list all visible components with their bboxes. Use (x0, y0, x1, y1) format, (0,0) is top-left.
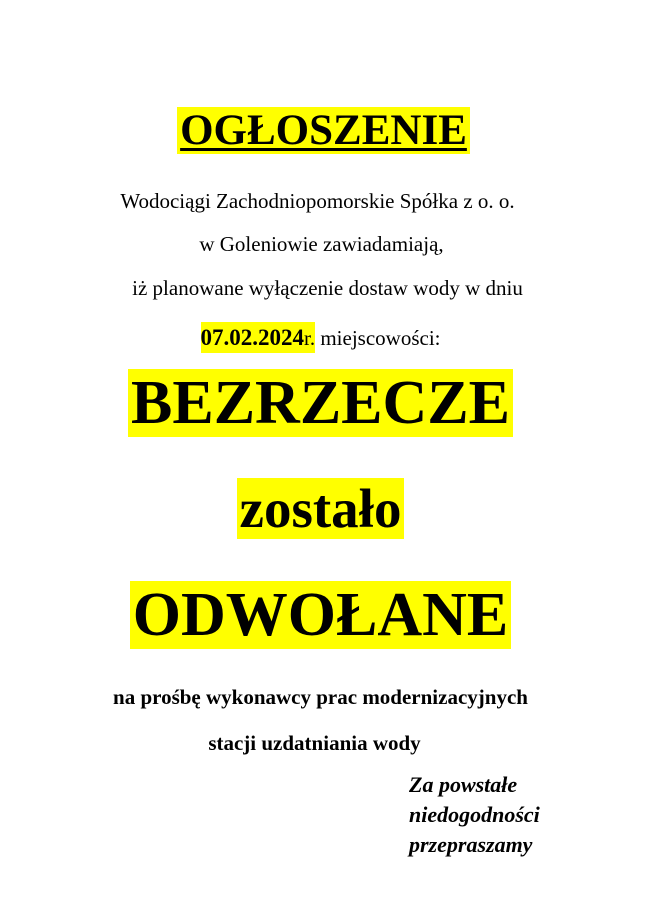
apology-block (409, 770, 540, 860)
announcement-title (0, 104, 647, 158)
location-heading (0, 366, 644, 440)
status-word: zostało (237, 478, 405, 539)
status-text: ODWOŁANE (130, 581, 511, 649)
outage-date-value: 07.02.2024 (200, 325, 304, 350)
location-name: BEZRZECZE (128, 369, 513, 437)
apology-line-2: niedogodności (409, 802, 540, 827)
intro-line-4 (0, 318, 644, 358)
outage-date-suffix: r. (304, 326, 316, 350)
apology-line-3: przepraszamy (409, 832, 533, 857)
intro-line-1: Wodociągi Zachodniopomorskie Spółka z o. o. (120, 189, 515, 213)
intro-line-4-rest: miejscowości: (315, 326, 441, 350)
status-heading (0, 578, 644, 652)
announcement-title-text: OGŁOSZENIE (177, 107, 470, 154)
intro-line-2: w Goleniowie zawiadamiają, (199, 232, 444, 256)
status-word-heading (0, 472, 644, 546)
apology-line-1: Za powstałe (409, 772, 518, 797)
outage-date (201, 322, 316, 353)
intro-line-3: iż planowane wyłączenie dostaw wody w dniu (132, 276, 523, 300)
reason-line-1: na prośbę wykonawcy prac modernizacyjnych (113, 685, 528, 709)
reason-line-2: stacji uzdatniania wody (208, 731, 421, 755)
